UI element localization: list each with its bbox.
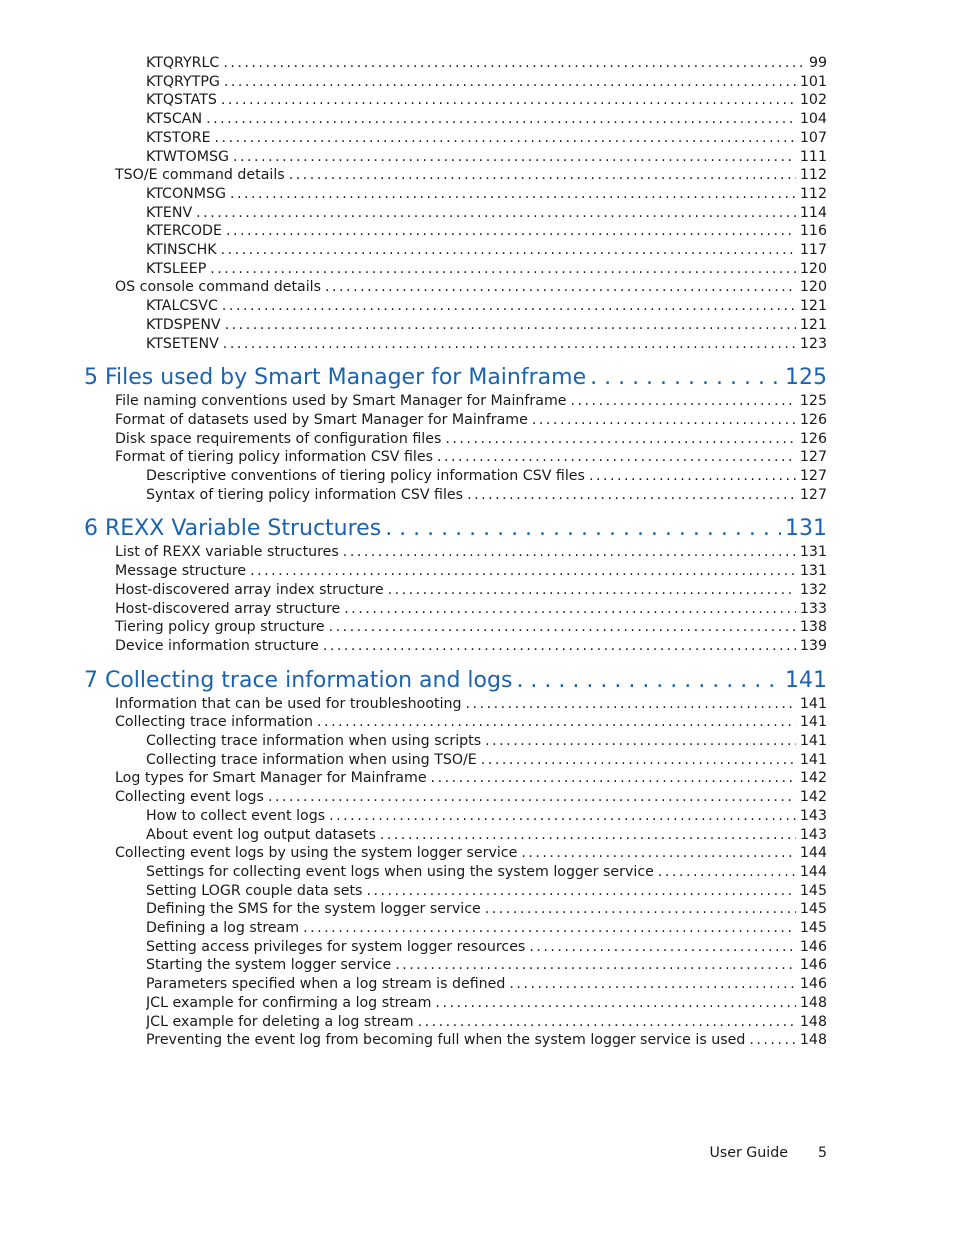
toc-entry[interactable] [146,241,827,259]
toc-entry-page: 143 [799,807,827,824]
toc-entry-page: 144 [799,845,827,862]
toc-dot-leader [431,769,796,787]
toc-dot-leader [223,335,796,353]
toc-entry-page: 145 [799,882,827,899]
toc-entry-title: KTSETENV [146,335,219,352]
toc-entry[interactable] [146,919,827,937]
toc-entry-page: 121 [799,298,827,315]
toc-entry-title: About event log output datasets [146,826,376,843]
toc-dot-leader [435,994,795,1012]
toc-entry-page: 107 [799,129,827,146]
toc-entry[interactable] [146,975,827,993]
toc-dot-leader [329,807,796,825]
toc-entry[interactable] [115,844,827,862]
toc-entry-title: KTINSCHK [146,242,217,258]
toc-entry-page: 131 [799,544,827,561]
toc-dot-leader [268,788,796,806]
toc-entry[interactable] [146,956,827,974]
toc-entry[interactable] [115,562,827,580]
toc-dot-leader [343,543,796,561]
toc-entry[interactable] [115,278,827,296]
toc-chapter-heading[interactable] [84,667,827,695]
toc-entry-page: 142 [799,789,827,806]
toc-entry-page: 126 [799,430,827,447]
toc-entry-page: 141 [799,695,827,712]
toc-entry-page: 146 [799,976,827,993]
toc-entry[interactable] [115,166,827,184]
toc-entry-page: 120 [799,260,827,277]
toc-entry-title: Format of datasets used by Smart Manager for Mainframe [115,411,528,428]
toc-entry-title: KTDSPENV [146,316,221,333]
toc-entry[interactable] [146,129,827,147]
toc-dot-leader [206,110,796,128]
toc-dot-leader [395,956,796,974]
toc-dot-leader [224,73,796,91]
toc-dot-leader [418,1013,796,1031]
toc-entry[interactable] [146,260,827,278]
toc-dot-leader [223,54,805,72]
toc-entry[interactable] [146,994,827,1012]
toc-entry-title: 5 Files used by Smart Manager for Mainframe [84,365,587,391]
toc-entry-title: Collecting trace information [115,714,314,731]
toc-entry[interactable] [146,54,827,72]
toc-entry-page: 144 [799,863,827,880]
toc-dot-leader [380,826,796,844]
toc-entry-page: 145 [799,901,827,918]
toc-entry[interactable] [146,1013,827,1031]
toc-entry-page: 132 [799,581,827,598]
toc-entry-title: KTENV [146,204,193,221]
toc-entry-page: 141 [799,751,827,768]
toc-entry[interactable] [146,900,827,918]
toc-entry-title: List of REXX variable structures [115,544,339,561]
toc-entry-title: Disk space requirements of configuration files [115,430,442,447]
toc-entry-page: 148 [799,1013,827,1030]
toc-entry[interactable] [146,732,827,750]
toc-dot-leader [485,732,796,750]
toc-entry[interactable] [146,73,827,91]
toc-entry[interactable] [115,543,827,561]
toc-entry[interactable] [146,938,827,956]
toc-dot-leader [210,260,796,278]
toc-dot-leader [303,919,796,937]
toc-entry-page: 127 [799,486,827,503]
toc-entry[interactable] [146,1031,827,1049]
toc-dot-leader [590,364,781,392]
toc-dot-leader [226,222,796,240]
toc-entry-title: Information that can be used for troubleshooting [115,695,462,712]
toc-entry[interactable] [146,467,827,485]
toc-entry[interactable] [115,788,827,806]
toc-entry[interactable] [115,637,827,655]
toc-dot-leader [529,938,796,956]
toc-entry-page: 148 [799,994,827,1011]
toc-entry[interactable] [115,430,827,448]
toc-dot-leader [196,204,796,222]
toc-entry-page: 111 [799,148,827,165]
toc-entry-page: 125 [799,393,827,410]
toc-dot-leader [388,581,796,599]
toc-entry-page: 145 [799,920,827,936]
toc-entry[interactable] [115,392,827,410]
toc-entry-page: 116 [799,223,827,240]
toc-entry-page: 101 [799,73,827,90]
toc-entry[interactable] [115,618,827,636]
toc-entry-page: 99 [808,55,827,71]
toc-dot-leader [317,713,796,731]
toc-dot-leader [221,241,796,259]
toc-entry-title: KTQRYRLC [146,55,220,71]
toc-entry-title: Tiering policy group structure [115,619,325,636]
toc-entry[interactable] [115,448,827,466]
toc-entry-title: Collecting event logs [115,789,264,806]
toc-dot-leader [532,411,796,429]
toc-entry-title: Format of tiering policy information CSV files [115,449,433,466]
toc-dot-leader [250,562,796,580]
toc-entry-title: Parameters specified when a log stream is defined [146,976,506,993]
toc-entry-title: 6 REXX Variable Structures [84,516,382,542]
toc-entry-title: Device information structure [115,637,319,654]
toc-entry-page: 138 [799,619,827,636]
toc-entry[interactable] [146,316,827,334]
toc-dot-leader [329,618,796,636]
toc-entry[interactable] [146,807,827,825]
toc-entry[interactable] [146,222,827,240]
toc-entry-title: Preventing the event log from becoming full when the system logger service is used [146,1032,746,1049]
footer-page-number: 5 [817,1145,827,1161]
toc-entry-title: Host-discovered array structure [115,600,341,617]
toc-entry-title: KTERCODE [146,223,222,240]
toc-dot-leader [323,637,796,655]
toc-entry-title: TSO/E command details [115,167,285,184]
toc-entry-title: KTWTOMSG [146,148,229,165]
toc-dot-leader [466,695,796,713]
toc-dot-leader [344,600,796,618]
toc-entry[interactable] [146,486,827,504]
toc-entry-title: KTALCSVC [146,298,218,315]
toc-entry-title: 7 Collecting trace information and logs [84,667,513,693]
toc-entry-page: 131 [799,563,827,580]
toc-entry-page: 104 [799,111,827,128]
toc-entry[interactable] [146,110,827,128]
toc-entry-page: 123 [799,335,827,352]
toc-dot-leader [516,667,781,695]
toc-entry-page: 141 [785,667,827,693]
toc-entry-title: JCL example for deleting a log stream [146,1013,414,1030]
toc-dot-leader [221,91,796,109]
toc-entry-page: 146 [799,938,827,955]
toc-entry-title: Host-discovered array index structure [115,581,384,598]
toc-entry-page: 117 [799,242,827,258]
toc-entry-title: OS console command details [115,279,321,296]
toc-entry-page: 148 [799,1032,827,1049]
toc-entry[interactable] [115,769,827,787]
toc-entry-page: 146 [799,957,827,974]
toc-entry-page: 141 [799,714,827,731]
toc-entry-title: Defining the SMS for the system logger service [146,901,481,918]
toc-entry[interactable] [115,695,827,713]
toc-dot-leader [325,278,796,296]
toc-dot-leader [589,467,796,485]
toc-entry-page: 112 [799,185,827,202]
toc-entry-title: How to collect event logs [146,807,326,824]
toc-dot-leader [485,900,796,918]
toc-entry[interactable] [146,751,827,769]
toc-entry[interactable] [115,411,827,429]
toc-dot-leader [521,844,796,862]
toc-entry-title: KTQRYTPG [146,73,220,90]
toc-dot-leader [658,863,796,881]
toc-entry-title: KTSLEEP [146,260,207,277]
toc-chapter-heading[interactable] [84,364,827,392]
toc-entry-page: 120 [799,279,827,296]
toc-dot-leader [749,1031,796,1049]
toc-dot-leader [215,129,796,147]
toc-entry-page: 102 [799,92,827,109]
toc-entry-title: Log types for Smart Manager for Mainframe [115,770,427,787]
toc-entry-title: KTSTORE [146,129,211,146]
footer-label: User Guide [709,1145,788,1161]
toc-entry-page: 127 [799,449,827,466]
toc-entry-title: Collecting trace information when using scripts [146,733,482,749]
toc-dot-leader [509,975,796,993]
toc-dot-leader [481,751,796,769]
toc-entry-page: 114 [799,204,827,221]
toc-entry-title: Collecting event logs by using the system logger service [115,845,518,862]
toc-entry[interactable] [146,826,827,844]
toc-entry-page: 112 [799,167,827,184]
toc-entry[interactable] [146,335,827,353]
toc-entry-title: KTSCAN [146,111,203,128]
toc-entry-page: 139 [799,637,827,654]
toc-dot-leader [437,448,796,466]
toc-entry-title: Descriptive conventions of tiering policy information CSV files [146,468,585,484]
toc-entry-title: KTQSTATS [146,92,217,109]
toc-entry-title: JCL example for confirming a log stream [146,994,432,1011]
toc-entry-title: Setting LOGR couple data sets [146,882,363,899]
toc-entry-title: Syntax of tiering policy information CSV files [146,486,464,503]
toc-dot-leader [366,882,795,900]
toc-entry[interactable] [115,581,827,599]
toc-entry[interactable] [146,91,827,109]
toc-entry-title: Settings for collecting event logs when using the system logger service [146,863,654,880]
toc-entry-title: Starting the system logger service [146,957,392,974]
toc-entry-title: Message structure [115,563,247,580]
toc-entry-title: KTCONMSG [146,185,226,202]
toc-dot-leader [445,430,796,448]
toc-entry-page: 141 [799,733,827,749]
toc-entry-page: 121 [799,316,827,333]
toc-entry-title: Collecting trace information when using TSO/E [146,751,477,768]
toc-entry-page: 131 [785,516,827,542]
toc-dot-leader [385,515,781,543]
toc-dot-leader [233,148,796,166]
toc-chapter-heading[interactable] [84,515,827,543]
toc-entry[interactable] [146,185,827,203]
page-footer [709,1144,827,1162]
toc-entry-page: 125 [785,365,827,391]
toc-entry[interactable] [146,204,827,222]
toc-entry[interactable] [146,882,827,900]
toc-entry-title: Setting access privileges for system logger resources [146,938,526,955]
toc-dot-leader [225,316,796,334]
toc-entry-page: 126 [799,411,827,428]
toc-entry[interactable] [146,148,827,166]
toc-entry[interactable] [115,600,827,618]
toc-entry-title: Defining a log stream [146,920,300,936]
toc-dot-leader [230,185,796,203]
toc-entry-page: 142 [799,770,827,787]
toc-entry[interactable] [146,863,827,881]
toc-entry[interactable] [115,713,827,731]
toc-dot-leader [222,297,796,315]
toc-entry[interactable] [146,297,827,315]
toc-dot-leader [289,166,796,184]
toc-entry-page: 143 [799,826,827,843]
toc-entry-title: File naming conventions used by Smart Manager for Mainframe [115,393,567,410]
toc-dot-leader [571,392,796,410]
toc-entry-page: 133 [799,600,827,617]
toc-dot-leader [467,486,796,504]
toc-entry-page: 127 [799,468,827,484]
